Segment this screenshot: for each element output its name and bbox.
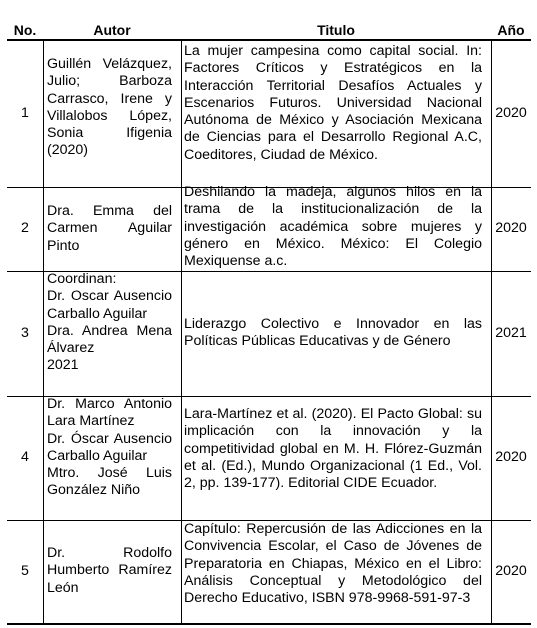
row-title: Liderazgo Colectivo e Innovador en las Políticas Públicas Educativas y de Género xyxy=(184,316,482,350)
row-title: La mujer campesina como capital social. In: Factores Críticos y Estratégicos en la Interacción Territorial Desafíos Actuales y Escenarios Futuros. Universidad Nacional Autónoma de México y Asociación Mexicana de Ciencias para el Desarrollo Regional A.C, Coeditores, Ciudad de México. xyxy=(184,43,482,163)
table-row xyxy=(7,40,531,187)
header-autor: Autor xyxy=(93,22,131,38)
row-title: Deshilando la madeja, algunos hilos en la trama de la institucionalización de la investigación académica sobre mujeres y género en México. México: El Colegio Mexiquense a.c. xyxy=(184,184,482,270)
row-divider xyxy=(7,520,531,521)
bottom-rule xyxy=(7,623,531,625)
column-divider xyxy=(43,40,44,623)
row-number: 4 xyxy=(21,449,29,466)
row-author: Coordinan: Dr. Oscar Ausencio Carballo Aguilar Dra. Andrea Mena Álvarez 2021 xyxy=(47,271,172,374)
row-divider xyxy=(7,396,531,397)
row-divider xyxy=(7,187,531,188)
header-no: No. xyxy=(13,22,37,38)
table-row xyxy=(7,520,531,624)
row-number: 1 xyxy=(21,104,29,121)
header-rule xyxy=(7,39,531,41)
table-row xyxy=(7,271,531,396)
row-year: 2020 xyxy=(495,220,527,237)
row-number: 5 xyxy=(21,563,29,580)
row-year: 2020 xyxy=(495,449,527,466)
row-number: 3 xyxy=(21,324,29,341)
row-author: Dr. Rodolfo Humberto Ramírez León xyxy=(47,545,172,596)
header-titulo: Titulo xyxy=(317,22,355,38)
row-divider xyxy=(7,271,531,272)
row-number: 2 xyxy=(21,220,29,237)
row-year: 2020 xyxy=(495,104,527,121)
row-year: 2021 xyxy=(495,324,527,341)
row-author: Guillén Velázquez, Julio; Barboza Carrasco, Irene y Villalobos López, Sonia Ifigenia (2020) xyxy=(47,56,172,159)
row-year: 2020 xyxy=(495,563,527,580)
table-row xyxy=(7,184,531,271)
column-divider xyxy=(491,40,492,623)
table-row xyxy=(7,396,531,520)
row-author: Dr. Marco Antonio Lara Martínez Dr. Óscar Ausencio Carballo Aguilar Mtro. José Luis González Niño xyxy=(47,396,172,499)
row-author: Dra. Emma del Carmen Aguilar Pinto xyxy=(47,203,172,254)
header-anio: Año xyxy=(497,22,525,38)
row-title: Capítulo: Repercusión de las Adicciones en la Convivencia Escolar, el Caso de Jóvenes de Preparatoria en Chiapas, México en el Libro: Análisis Conceptual y Metodológico del Derecho Educativo, ISBN 978-9968-591-97-3 xyxy=(184,521,482,607)
column-divider xyxy=(181,40,182,623)
row-title: Lara-Martínez et al. (2020). El Pacto Global: su implicación con la innovación y la competitividad global en M. H. Flórez-Guzmán et al. (Ed.), Mundo Organizacional (1 Ed., Vol. 2, pp. 139-177). Editorial CIDE Ecuador. xyxy=(184,406,482,492)
